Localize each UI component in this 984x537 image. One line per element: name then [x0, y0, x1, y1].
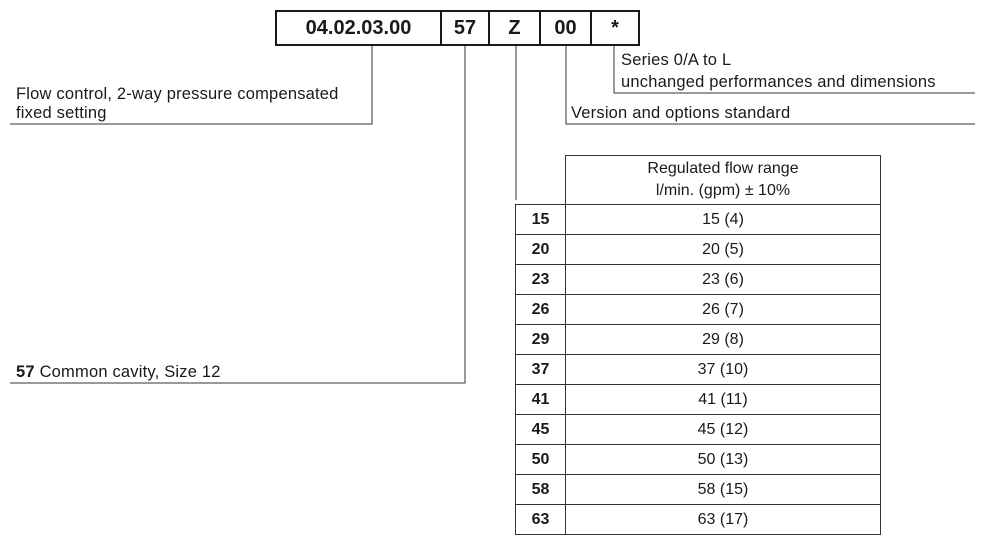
table-row — [516, 265, 881, 295]
series-label-line2: unchanged performances and dimensions — [621, 73, 936, 91]
row-value: 45 (12) — [566, 415, 881, 445]
row-code: 58 — [516, 475, 566, 505]
row-value: 63 (17) — [566, 505, 881, 535]
table-header — [566, 156, 881, 205]
row-value: 15 (4) — [566, 205, 881, 235]
table-row — [516, 505, 881, 535]
table-header-line2: l/min. (gpm) ± 10% — [655, 182, 791, 199]
function-label-line2: fixed setting — [16, 104, 107, 122]
row-code: 63 — [516, 505, 566, 535]
table-row — [516, 475, 881, 505]
row-value: 50 (13) — [566, 445, 881, 475]
table-row — [516, 355, 881, 385]
table-row — [516, 385, 881, 415]
table-row — [516, 445, 881, 475]
table-row — [516, 415, 881, 445]
row-code: 26 — [516, 295, 566, 325]
row-value: 37 (10) — [566, 355, 881, 385]
cavity-label — [16, 362, 221, 382]
row-code: 37 — [516, 355, 566, 385]
row-code: 29 — [516, 325, 566, 355]
version-label: Version and options standard — [571, 104, 791, 122]
row-value: 23 (6) — [566, 265, 881, 295]
row-code: 20 — [516, 235, 566, 265]
row-code: 15 — [516, 205, 566, 235]
row-code: 45 — [516, 415, 566, 445]
flow-range-table — [515, 155, 881, 535]
table-row — [516, 235, 881, 265]
row-code: 23 — [516, 265, 566, 295]
code-cavity: 57 — [440, 10, 490, 46]
table-row — [516, 325, 881, 355]
row-value: 29 (8) — [566, 325, 881, 355]
code-version: 00 — [539, 10, 592, 46]
table-corner — [516, 156, 566, 205]
cavity-code: 57 — [16, 363, 35, 381]
series-label-line1: Series 0/A to L — [621, 51, 732, 69]
code-series: * — [590, 10, 640, 46]
table-row — [516, 205, 881, 235]
row-code: 41 — [516, 385, 566, 415]
row-value: 41 (11) — [566, 385, 881, 415]
table-row — [516, 295, 881, 325]
code-flow: Z — [488, 10, 541, 46]
row-value: 26 (7) — [566, 295, 881, 325]
row-value: 58 (15) — [566, 475, 881, 505]
row-code: 50 — [516, 445, 566, 475]
code-base: 04.02.03.00 — [275, 10, 442, 46]
row-value: 20 (5) — [566, 235, 881, 265]
function-label-line1: Flow control, 2-way pressure compensated — [16, 85, 339, 103]
table-header-line1: Regulated flow range — [647, 160, 799, 177]
cavity-text: Common cavity, Size 12 — [39, 363, 221, 381]
